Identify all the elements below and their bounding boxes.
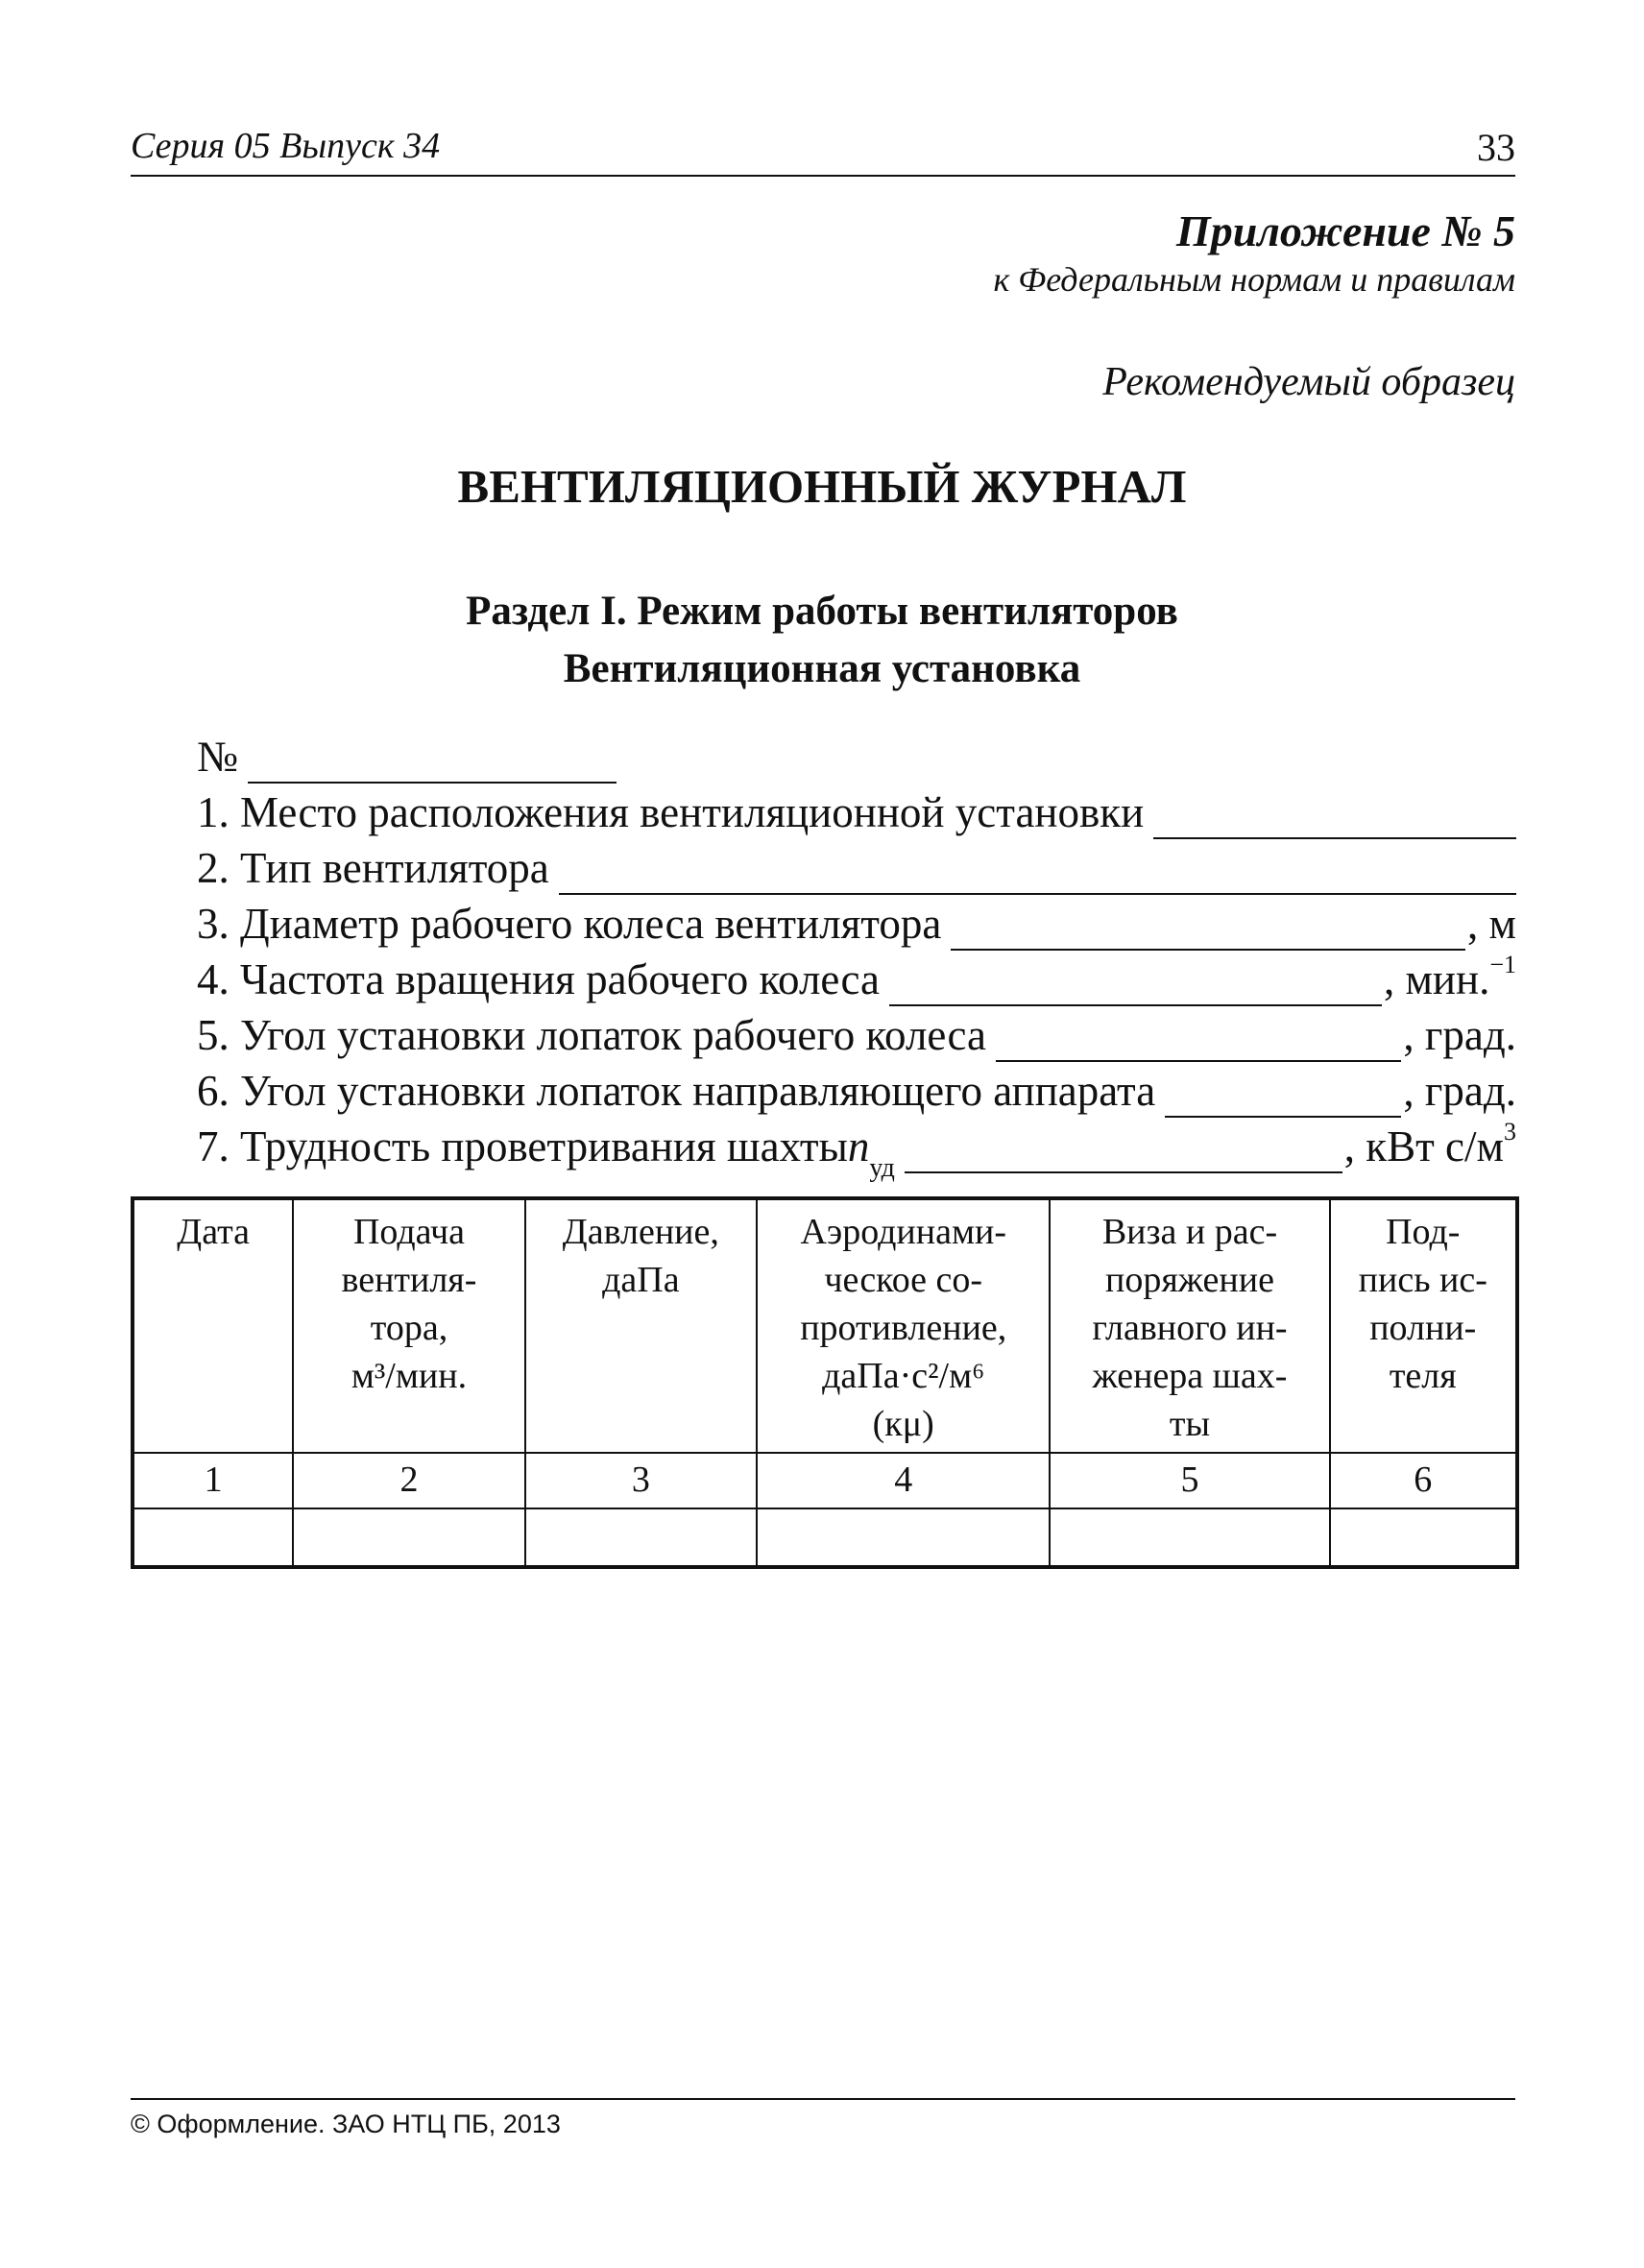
header-pressure-l2: даПа [602, 1260, 680, 1300]
header-fan-supply [293, 1198, 524, 1453]
item-1-label: 1. Место расположения вентиляционной установки [197, 788, 1145, 836]
header-visa-l5: ты [1169, 1404, 1211, 1444]
header-pressure [525, 1198, 757, 1453]
table-cell[interactable] [1050, 1508, 1329, 1567]
col-number-3: 3 [525, 1453, 757, 1508]
form-line-7 [197, 1118, 1516, 1183]
section-title: Раздел I. Режим работы вентиляторов [466, 589, 1178, 634]
header-sign-l1: Под- [1386, 1212, 1461, 1252]
item-2-label: 2. Тип вентилятора [197, 844, 549, 892]
header-aero-l4: даПа·с²/м⁶ [822, 1356, 985, 1396]
header-date [133, 1198, 293, 1453]
header-date-l1: Дата [177, 1212, 251, 1252]
table-header-row [133, 1198, 1517, 1453]
header-aero-l2: ческое со- [824, 1260, 983, 1300]
table-cell[interactable] [525, 1508, 757, 1567]
recommended-sample: Рекомендуемый образец [1102, 360, 1515, 404]
header-fan-supply-l4: м³/мин. [351, 1356, 468, 1396]
copyright: © Оформление. ЗАО НТЦ ПБ, 2013 [131, 2110, 561, 2138]
header-rule [131, 175, 1515, 177]
table-cell[interactable] [293, 1508, 524, 1567]
table-row [133, 1508, 1517, 1567]
header-visa-l1: Виза и рас- [1101, 1212, 1278, 1252]
form-line-1 [197, 785, 1516, 839]
header-fan-supply-l3: тора, [370, 1308, 448, 1348]
header-aero-l3: противление, [800, 1308, 1007, 1348]
series-issue: Серия 05 Выпуск 34 [131, 126, 441, 166]
header-aero-l1: Аэродинами- [800, 1212, 1007, 1252]
item-7-unit-exponent: 3 [1504, 1118, 1516, 1146]
item-3-label: 3. Диаметр рабочего колеса вентилятора [197, 900, 942, 948]
header-fan-supply-l1: Подача [352, 1212, 465, 1252]
header-chief-engineer-visa [1050, 1198, 1329, 1453]
item-4-unit [1384, 953, 1516, 1006]
table-cell[interactable] [757, 1508, 1050, 1567]
item-6-blank[interactable] [1165, 1072, 1401, 1118]
form-line-2 [197, 841, 1516, 895]
item-7-label: 7. Трудность проветривания шахты [197, 1122, 848, 1170]
header-sign-l2: пись ис- [1358, 1260, 1487, 1300]
header-sign-l4: теля [1389, 1356, 1457, 1396]
item-7-unit-text: , кВт с/м [1343, 1122, 1504, 1170]
col-number-4: 4 [757, 1453, 1050, 1508]
col-number-5: 5 [1050, 1453, 1329, 1508]
item-7-variable [847, 1120, 895, 1183]
number-blank[interactable] [248, 737, 616, 784]
item-7-blank[interactable] [905, 1127, 1342, 1173]
table-cell[interactable] [1330, 1508, 1517, 1567]
item-3-unit: , м [1467, 900, 1516, 948]
item-2-blank[interactable] [559, 849, 1516, 895]
item-1-blank[interactable] [1153, 793, 1516, 839]
col-number-2: 2 [293, 1453, 524, 1508]
item-4-label: 4. Частота вращения рабочего колеса [197, 955, 880, 1003]
header-executor-signature [1330, 1198, 1517, 1453]
ventilation-log-table [131, 1196, 1519, 1569]
item-4-unit-text: , мин. [1383, 955, 1490, 1003]
item-7-var: n [847, 1122, 870, 1170]
header-visa-l2: поряжение [1104, 1260, 1274, 1300]
page-number: 33 [1477, 126, 1515, 169]
header-visa-l4: женера шах- [1092, 1356, 1288, 1396]
item-6-label: 6. Угол установки лопаток направляющего аппарата [197, 1067, 1156, 1115]
item-4-blank[interactable] [889, 960, 1382, 1006]
header-aero-l5: (кμ) [872, 1404, 934, 1444]
item-3-blank[interactable] [951, 905, 1465, 951]
document-title: ВЕНТИЛЯЦИОННЫЙ ЖУРНАЛ [457, 460, 1187, 513]
header-pressure-l1: Давление, [562, 1212, 719, 1252]
footer-rule [131, 2098, 1515, 2100]
section-subtitle: Вентиляционная установка [563, 646, 1081, 691]
col-number-6: 6 [1330, 1453, 1517, 1508]
item-4-unit-exponent: −1 [1489, 951, 1516, 978]
header-fan-supply-l2: вентиля- [341, 1260, 477, 1300]
item-5-label: 5. Угол установки лопаток рабочего колеса [197, 1011, 986, 1059]
table-cell[interactable] [133, 1508, 293, 1567]
item-7-var-sub: уд [869, 1153, 895, 1183]
form-line-6 [197, 1064, 1516, 1118]
item-5-unit: , град. [1403, 1011, 1516, 1059]
form-line-5 [197, 1008, 1516, 1062]
appendix-title: Приложение № 5 [1175, 206, 1515, 255]
item-6-unit: , град. [1403, 1067, 1516, 1115]
form-line-number [197, 730, 1516, 784]
number-label: № [197, 733, 238, 781]
header-sign-l3: полни- [1369, 1308, 1477, 1348]
table-number-row [133, 1453, 1517, 1508]
appendix-subtitle: к Федеральным нормам и правилам [993, 260, 1515, 299]
form-line-4 [197, 953, 1516, 1006]
header-aero-resistance [757, 1198, 1050, 1453]
header-visa-l3: главного ин- [1092, 1308, 1288, 1348]
item-5-blank[interactable] [996, 1016, 1401, 1062]
form-line-3 [197, 897, 1516, 951]
item-7-unit [1344, 1120, 1516, 1173]
col-number-1: 1 [133, 1453, 293, 1508]
